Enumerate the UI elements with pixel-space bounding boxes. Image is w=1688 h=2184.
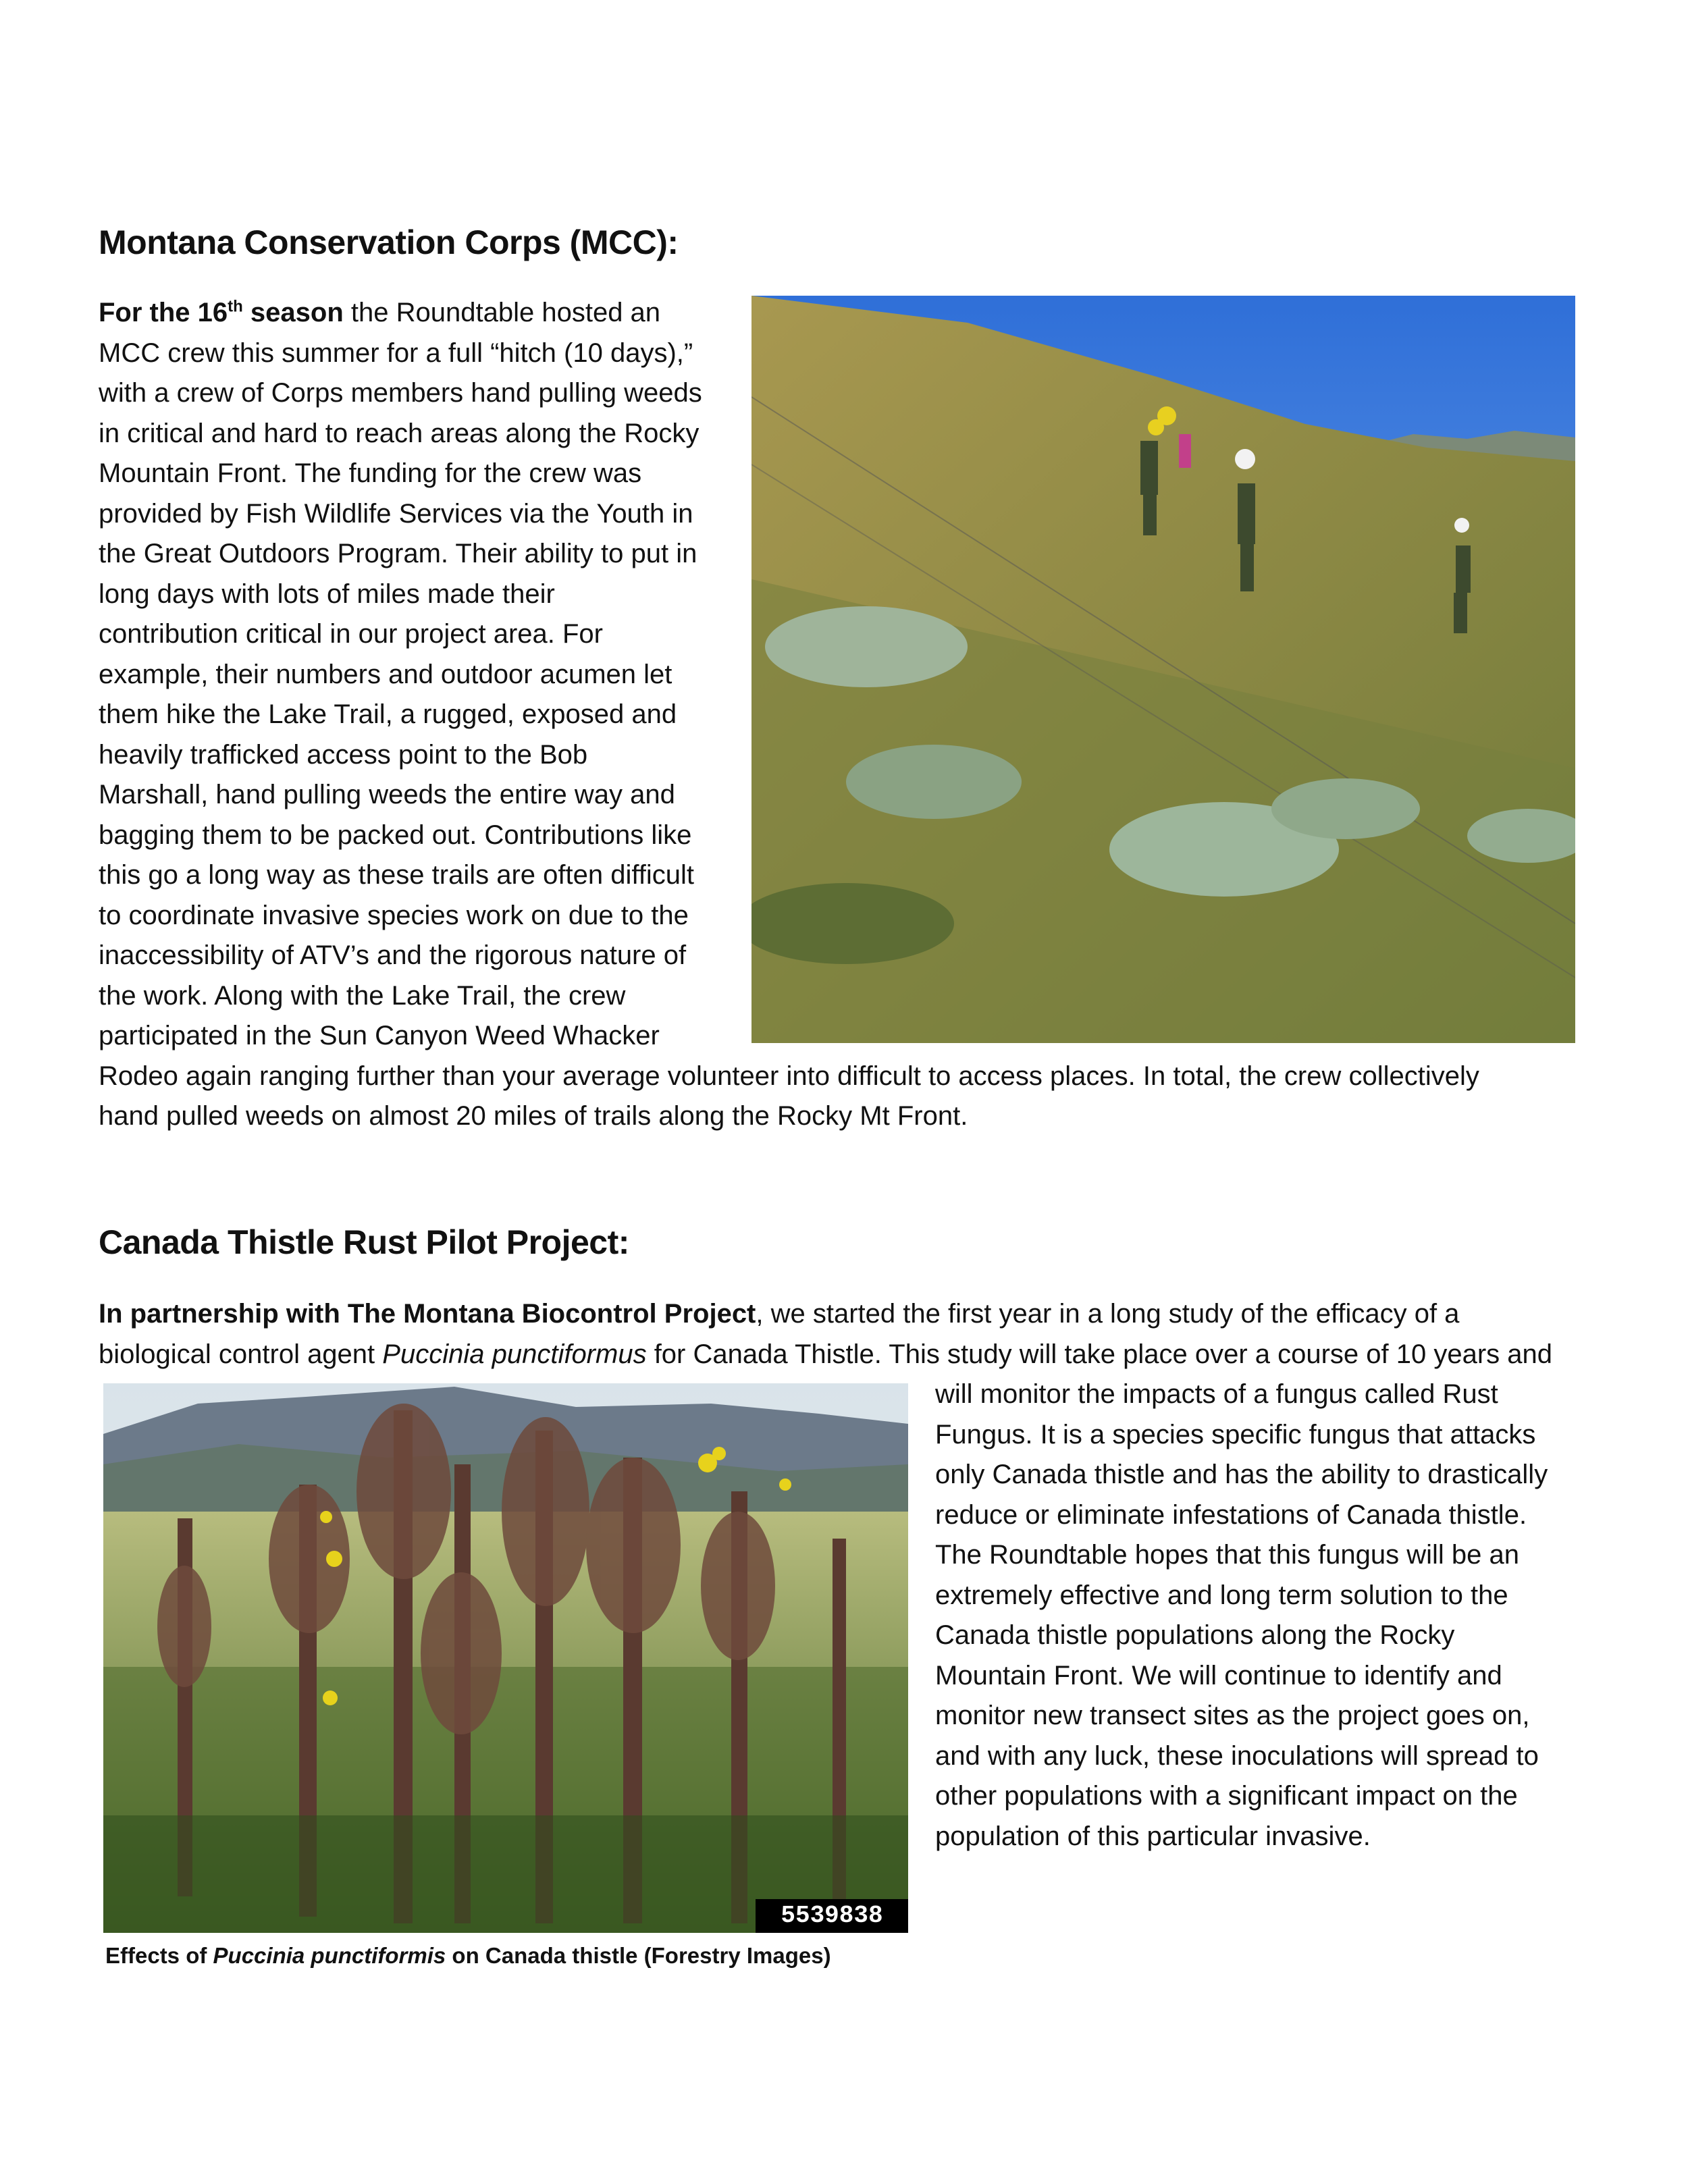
mcc-line: them hike the Lake Trail, a rugged, exposed and [99, 699, 677, 729]
thistle-photo-caption: Effects of Puccinia punctiformis on Canada thistle (Forestry Images) [105, 1943, 831, 1968]
mcc-line: For the 16th season the Roundtable hosted an [99, 297, 661, 327]
thistle-paragraph [935, 1375, 1548, 1857]
mcc-line: bagging them to be packed out. Contributions like [99, 820, 692, 850]
thistle-heading: Canada Thistle Rust Pilot Project: [99, 1223, 629, 1261]
thistle-line: monitor new transect sites as the project goes on, [935, 1701, 1530, 1730]
mcc-line: to coordinate invasive species work on due to the [99, 900, 689, 930]
mcc-line: the work. Along with the Lake Trail, the crew [99, 980, 626, 1011]
mcc-line: with a crew of Corps members hand pulling weeds [99, 378, 702, 408]
mcc-line: example, their numbers and outdoor acumen let [99, 659, 672, 689]
mcc-line: participated in the Sun Canyon Weed Whacker [99, 1021, 660, 1050]
thistle-line: The Roundtable hopes that this fungus will be an [935, 1540, 1520, 1570]
mcc-line: this go a long way as these trails are often difficult [99, 860, 694, 890]
thistle-line: other populations with a significant impact on the [935, 1781, 1518, 1811]
mcc-line: provided by Fish Wildlife Services via the Youth in [99, 498, 693, 529]
image-id-stamp: 5539838 [756, 1899, 908, 1933]
mcc-line: hand pulled weeds on almost 20 miles of trails along the Rocky Mt Front. [99, 1101, 968, 1131]
thistle-line: Canada thistle populations along the Rocky [935, 1620, 1455, 1650]
mcc-line: the Great Outdoors Program. Their ability to put in [99, 539, 697, 568]
mcc-line: inaccessibility of ATV’s and the rigorous nature of [99, 940, 687, 970]
thistle-line: extremely effective and long term solution to the [935, 1580, 1508, 1610]
thistle-line: population of this particular invasive. [935, 1821, 1371, 1851]
thistle-intro [99, 1294, 1552, 1375]
thistle-line: reduce or eliminate infestations of Canada thistle. [935, 1499, 1527, 1530]
mcc-line: contribution critical in our project area. For [99, 619, 603, 649]
mcc-line: in critical and hard to reach areas along the Rocky [99, 418, 700, 448]
thistle-line: Fungus. It is a species specific fungus that attacks [935, 1419, 1536, 1449]
mcc-lead-bold: For the 16th season [99, 297, 344, 327]
mcc-crew-photo [751, 296, 1575, 1043]
thistle-line: will monitor the impacts of a fungus called Rust [935, 1379, 1498, 1409]
thistle-line: and with any luck, these inoculations will spread to [935, 1740, 1539, 1771]
mcc-line: heavily trafficked access point to the Bob [99, 739, 588, 770]
thistle-intro-line: In partnership with The Montana Biocontrol Project, we started the first year in a long study of the efficacy of a [99, 1299, 1460, 1329]
mcc-line: Rodeo again ranging further than your average volunteer into difficult to access places. In total, the crew collectively [99, 1061, 1479, 1091]
thistle-intro-line: biological control agent Puccinia punctiformus for Canada Thistle. This study will take place over a course of 10 years and [99, 1339, 1553, 1369]
thistle-field-illustration [103, 1383, 908, 1933]
thistle-rust-photo [103, 1383, 908, 1933]
mcc-line: Marshall, hand pulling weeds the entire way and [99, 780, 675, 809]
mcc-line: Mountain Front. The funding for the crew was [99, 458, 642, 488]
mcc-heading: Montana Conservation Corps (MCC): [99, 223, 679, 261]
mcc-line: long days with lots of miles made their [99, 579, 555, 609]
mcc-line: MCC crew this summer for a full “hitch (10 days),” [99, 338, 693, 368]
thistle-line: only Canada thistle and has the ability to drastically [935, 1460, 1548, 1489]
thistle-line: Mountain Front. We will continue to identify and [935, 1660, 1502, 1690]
hillside-illustration [751, 296, 1575, 1043]
